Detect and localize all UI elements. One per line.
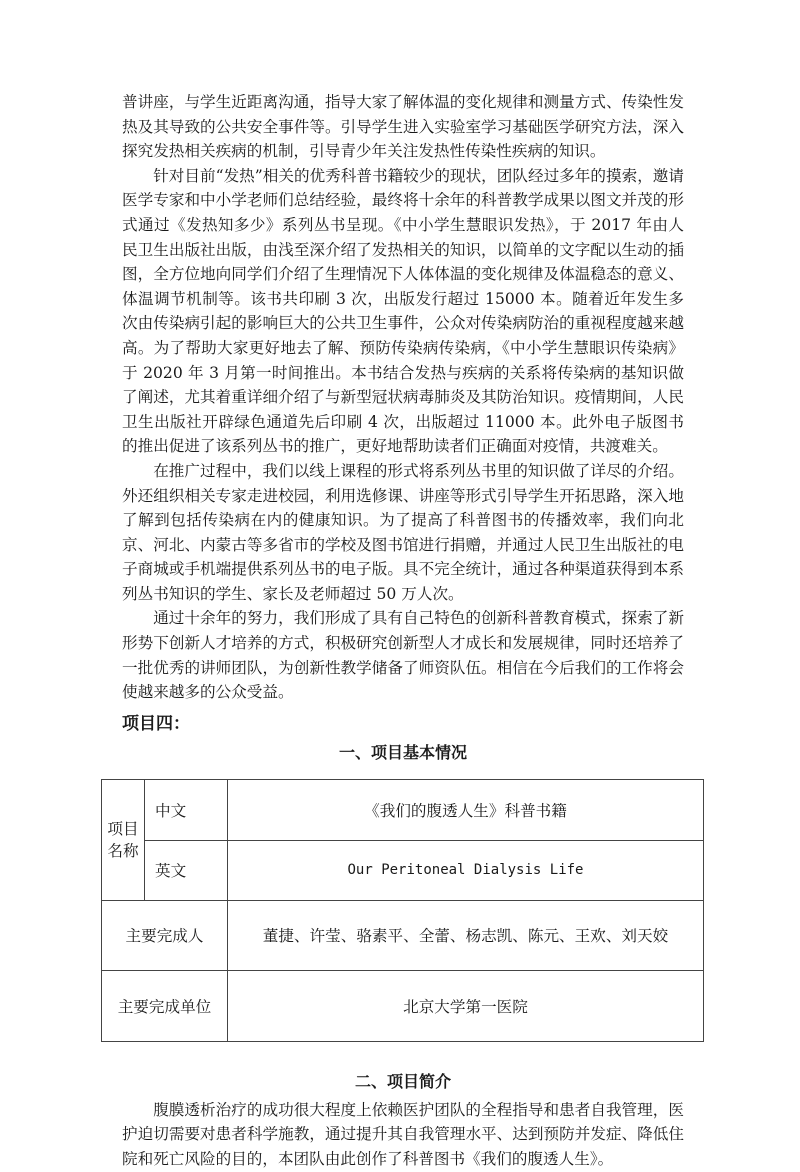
main-contributors-value: 董捷、许莹、骆素平、全蕾、杨志凯、陈元、王欢、刘天姣 (228, 900, 704, 970)
main-contributors-label: 主要完成人 (102, 900, 228, 970)
body-paragraph: 针对目前“发热”相关的优秀科普书籍较少的现状，团队经过多年的摸索，邀请医学专家和中小学老师们总结经验，最终将十余年的科普教学成果以图文并茂的形式通过《发热知多少》系列丛书呈现。《中小学生慧眼识发热》，于 2017 年由人民卫生出版社出版，由浅至深介绍了发热相关的知识，以简单的文字配以生动的插图，全方位地向同学们介绍了生理情况下人体体温的变化规律及体温稳态的意义、体温调节机制等。该书共印刷 3 次，出版发行超过 15000 本。随着近年发生多次由传染病引起的影响巨大的公共卫生事件，公众对传染病防治的重视程度越来越高。为了帮助大家更好地去了解、预防传染病传染病，《中小学生慧眼识传染病》于 2020 年 3 月第一时间推出。本书结合发热与疾病的关系将传染病的基知识做了阐述，尤其着重详细介绍了与新型冠状病毒肺炎及其防治知识。疫情期间，人民卫生出版社开辟绿色通道先后印刷 4 次，出版超过 11000 本。此外电子版图书的推出促进了该系列丛书的推广，更好地帮助读者们正确面对疫情，共渡难关。 (122, 166, 684, 456)
intro-paragraph: 腹膜透析治疗的成功很大程度上依赖医护团队的全程指导和患者自我管理，医护迫切需要对患者科学施教，通过提升其自我管理水平、达到预防并发症、降低住院和死亡风险的目的，本团队由此创作了科普图书《我们的腹透人生》。 (122, 1100, 684, 1169)
project-name-label: 项目名称 (102, 779, 145, 900)
document-page (107, 90, 684, 1172)
main-unit-value: 北京大学第一医院 (228, 970, 704, 1041)
chinese-label: 中文 (145, 779, 228, 840)
table-row (102, 900, 704, 970)
section-title-basic-info: 一、项目基本情况 (338, 742, 467, 762)
english-label: 英文 (145, 840, 228, 900)
project-heading: 项目四： (122, 713, 190, 734)
table-row (102, 970, 704, 1041)
table-row (102, 840, 704, 900)
english-name-value: Our Peritoneal Dialysis Life (228, 840, 704, 900)
body-paragraph: 普讲座，与学生近距离沟通，指导大家了解体温的变化规律和测量方式、传染性发热及其导致的公共安全事件等。引导学生进入实验室学习基础医学研究方法，深入探究发热相关疾病的机制，引导青少年关注发热性传染性疾病的知识。 (122, 93, 684, 161)
main-unit-label: 主要完成单位 (102, 970, 228, 1041)
section-title-introduction: 二、项目简介 (354, 1071, 451, 1091)
body-paragraph: 通过十余年的努力，我们形成了具有自己特色的创新科普教育模式，探索了新形势下创新人才培养的方式，积极研究创新型人才成长和发展规律，同时还培养了一批优秀的讲师团队，为创新性教学储备了师资队伍。相信在今后我们的工作将会使越来越多的公众受益。 (122, 609, 684, 702)
chinese-name-value: 《我们的腹透人生》科普书籍 (228, 779, 704, 840)
project-info-table (101, 779, 704, 1042)
body-paragraph: 在推广过程中，我们以线上课程的形式将系列丛书里的知识做了详尽的介绍。外还组织相关专家走进校园，利用选修课、讲座等形式引导学生开拓思路，深入地了解到包括传染病在内的健康知识。为了提高了科普图书的传播效率，我们向北京、河北、内蒙古等多省市的学校及图书馆进行捐赠，并通过人民卫生出版社的电子商城或手机端提供系列丛书的电子版。具不完全统计，通过各种渠道获得到本系列丛书知识的学生、家长及老师超过 50 万人次。 (122, 461, 684, 603)
table-row (102, 779, 704, 840)
